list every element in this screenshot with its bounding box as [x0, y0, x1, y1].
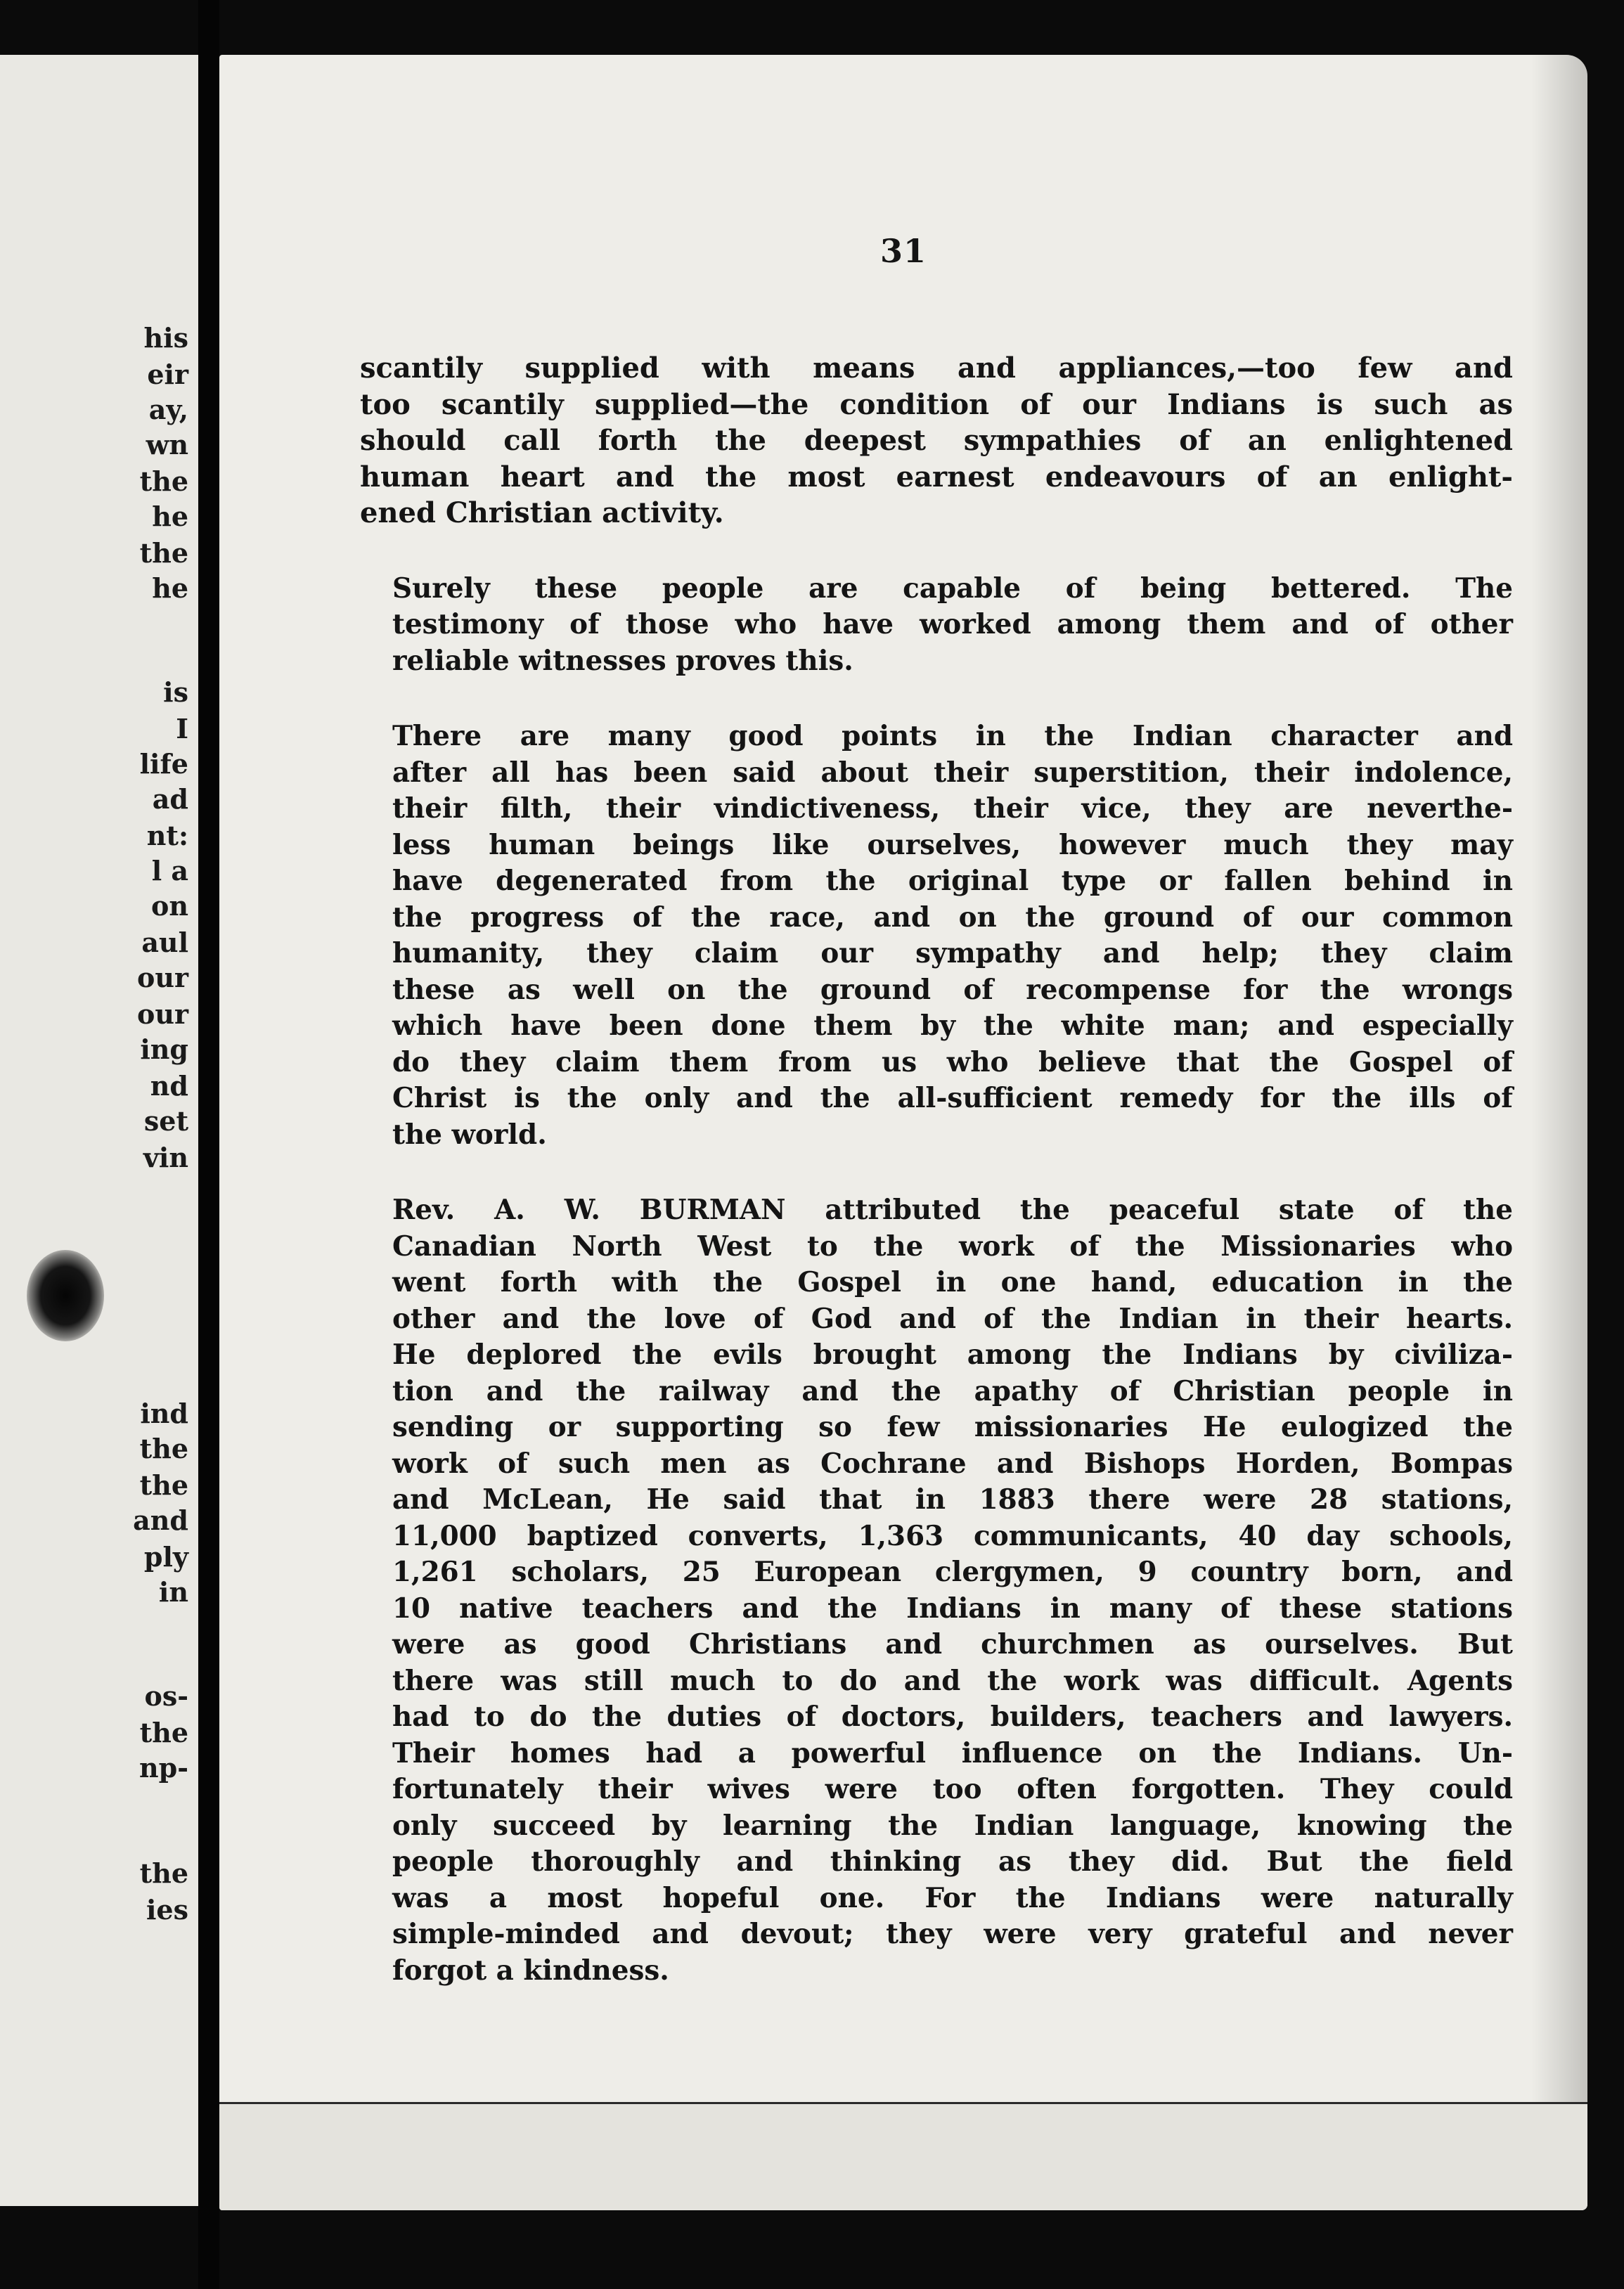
text-line: other and the love of God and of the Indian in their hearts.: [392, 1303, 1513, 1335]
left-page-text-line: the: [139, 1857, 188, 1889]
text-line: scantily supplied with means and appliances,—too few and: [360, 352, 1513, 385]
text-line: Rev. A. W. BURMAN attributed the peaceful state of the: [392, 1194, 1513, 1226]
left-page-text-line: our: [137, 998, 188, 1030]
text-line: after all has been said about their superstition, their indolence,: [392, 756, 1513, 789]
text-line: work of such men as Cochrane and Bishops Horden, Bompas: [392, 1447, 1513, 1480]
text-line: the progress of the race, and on the ground of our common: [392, 901, 1513, 934]
text-line: human heart and the most earnest endeavours of an enlight-: [360, 460, 1513, 494]
left-page-text-line: aul: [141, 927, 188, 958]
page-gutter: [198, 0, 219, 2289]
left-page-text-line: set: [143, 1105, 188, 1137]
text-line: people thoroughly and thinking as they did. But the field: [392, 1846, 1513, 1878]
text-line: Surely these people are capable of being bettered. The: [392, 572, 1513, 605]
paragraph-2: [360, 571, 1513, 680]
left-page-text-line: nd: [150, 1070, 188, 1102]
text-line: should call forth the deepest sympathies of an enlightened: [360, 424, 1513, 457]
text-line: 1,261 scholars, 25 European clergymen, 9 country born, and: [392, 1556, 1513, 1588]
document-page: [219, 55, 1587, 2210]
left-page-text-line: and: [133, 1504, 188, 1536]
text-line: simple-minded and devout; they were very grateful and never: [392, 1919, 1513, 1950]
left-page-text-line: is: [163, 676, 188, 708]
left-page-text-line: np-: [139, 1752, 188, 1784]
text-line: He deplored the evils brought among the Indians by civiliza-: [392, 1339, 1513, 1371]
text-line: reliable witnesses proves this.: [392, 645, 853, 677]
text-line: sending or supporting so few missionaries He eulogized the: [392, 1412, 1513, 1443]
left-page-text-line: life: [139, 748, 188, 780]
text-line: these as well on the ground of recompense for the wrongs: [392, 974, 1513, 1006]
text-line: less human beings like ourselves, however much they may: [392, 829, 1513, 861]
left-page-text-line: I: [176, 713, 188, 744]
left-page-text-line: ing: [140, 1033, 188, 1065]
page-edge-shadow: [1531, 55, 1587, 2210]
left-page-text-line: he: [152, 501, 188, 532]
text-line: was a most hopeful one. For the Indians were naturally: [392, 1882, 1513, 1914]
left-page-text-line: ad: [152, 783, 188, 815]
left-page-fragment: [0, 55, 198, 2206]
left-page-text-line: the: [139, 1433, 188, 1464]
text-line: too scantily supplied—the condition of our Indians is such as: [360, 387, 1513, 421]
text-line: fortunately their wives were too often forgotten. They could: [392, 1774, 1513, 1805]
left-page-text-line: l a: [151, 855, 188, 886]
left-page-text-line: eir: [147, 359, 188, 390]
text-line: humanity, they claim our sympathy and help; they claim: [392, 938, 1513, 969]
text-line: Canadian North West to the work of the Missionaries who: [392, 1230, 1513, 1263]
text-line: ened Christian activity.: [360, 496, 724, 529]
text-line: their filth, their vindictiveness, their vice, they are neverthe-: [392, 793, 1513, 825]
text-line: Their homes had a powerful influence on the Indians. Un-: [392, 1737, 1513, 1769]
text-line: which have been done them by the white man; and especially: [392, 1010, 1513, 1042]
left-page-text-line: our: [137, 962, 188, 993]
text-line: Christ is the only and the all-sufficient remedy for the ills of: [392, 1083, 1513, 1114]
left-page-text-line: ies: [146, 1894, 188, 1926]
page-bottom-margin: [219, 2104, 1587, 2210]
text-line: only succeed by learning the Indian language, knowing the: [392, 1810, 1513, 1842]
left-page-text-line: wn: [146, 429, 188, 460]
paragraph-1: [360, 350, 1513, 531]
text-line: do they claim them from us who believe that the Gospel of: [392, 1046, 1513, 1078]
paragraph-4: [360, 1192, 1513, 1989]
text-line: were as good Christians and churchmen as ourselves. But: [392, 1629, 1513, 1661]
left-page-text-line: in: [158, 1576, 188, 1608]
text-line: forgot a kindness.: [392, 1954, 669, 1987]
text-line: and McLean, He said that in 1883 there were 28 stations,: [392, 1484, 1513, 1516]
paragraph-3: [360, 718, 1513, 1153]
ink-blot: [27, 1250, 104, 1341]
left-page-text-line: the: [139, 1717, 188, 1748]
text-line: testimony of those who have worked among them and of other: [392, 609, 1513, 640]
left-page-text-line: the: [139, 537, 188, 569]
text-line: 11,000 baptized converts, 1,363 communicants, 40 day schools,: [392, 1520, 1513, 1552]
left-page-text-line: nt:: [146, 820, 188, 851]
left-page-text-line: ply: [143, 1541, 188, 1573]
text-line: went forth with the Gospel in one hand, education in the: [392, 1267, 1513, 1298]
left-page-text-line: the: [139, 1469, 188, 1501]
text-line: had to do the duties of doctors, builders, teachers and lawyers.: [392, 1701, 1513, 1733]
text-line: there was still much to do and the work was difficult. Agents: [392, 1665, 1513, 1697]
left-page-text-line: on: [151, 890, 188, 922]
left-page-text-line: his: [143, 322, 188, 354]
left-page-text-line: the: [139, 465, 188, 497]
text-line: 10 native teachers and the Indians in many of these stations: [392, 1592, 1513, 1625]
text-line: the world.: [392, 1118, 547, 1151]
text-line: There are many good points in the Indian character and: [392, 721, 1513, 752]
left-page-text-line: ind: [140, 1398, 188, 1429]
left-page-text-line: vin: [143, 1142, 188, 1173]
body-text: [360, 350, 1513, 2028]
text-line: tion and the railway and the apathy of Christian people in: [392, 1375, 1513, 1407]
left-page-text-line: ay,: [148, 394, 188, 425]
left-page-text-line: os-: [144, 1680, 188, 1712]
text-line: have degenerated from the original type or fallen behind in: [392, 865, 1513, 897]
page-number: 31: [879, 232, 927, 270]
left-page-text-line: he: [152, 572, 188, 604]
